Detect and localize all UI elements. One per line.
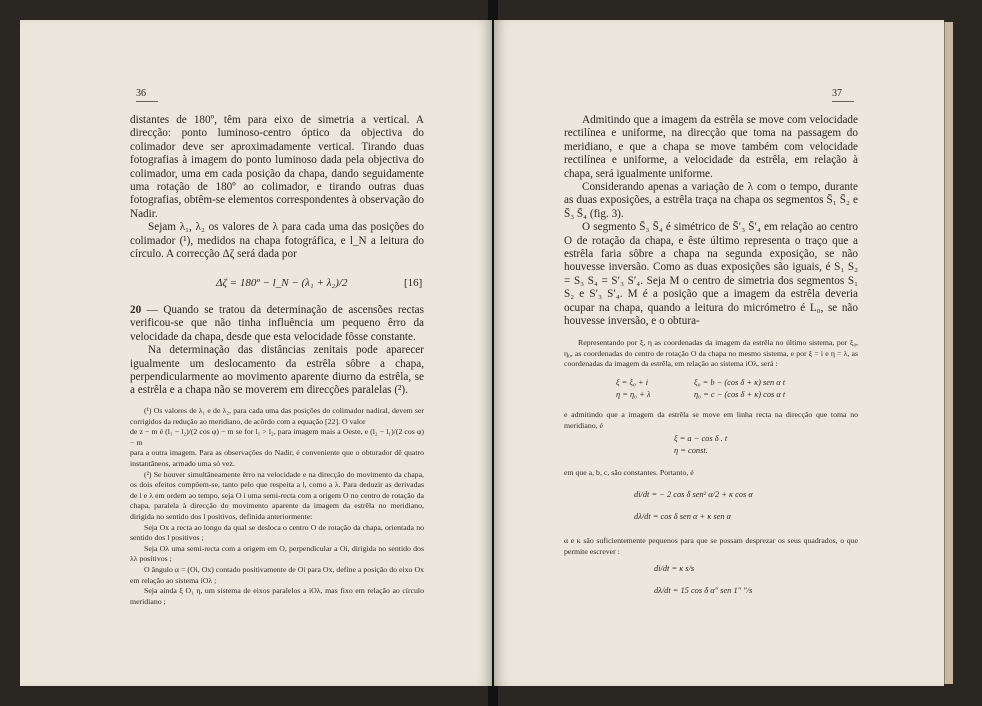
footnote-equation: di/dt = − 2 cos δ sen² α/2 + κ cos α xyxy=(634,490,753,499)
footnote-equation: di/dt = κ s/s xyxy=(654,564,695,573)
footnote-equation: dλ/dt = cos δ sen α + κ sen α xyxy=(634,512,731,521)
footnote: α e κ são suficientemente pequenos para que se possam desprezar os seus quadrados, o que permite escrever : xyxy=(564,536,858,556)
paragraph: — Quando se tratou da determinação de ascensões rectas verificou-se que não tinha influência um pequeno êrro da velocidade da chapa, desde que esta velocidade fôsse constante. xyxy=(130,304,424,343)
footnote: Seja ainda ξ O₁ η, um sistema de eixos paralelos a iOλ, mas fixo em relação ao círculo meridiano ; xyxy=(130,586,424,606)
footnote-equation: η = const. xyxy=(674,446,708,455)
footnote: O ângulo α = (Oi, Ox) contado positivamente de Oi para Ox, define a posição do eixo Ox em relação ao sistema iOλ ; xyxy=(130,564,424,585)
paragraph: Considerando apenas a variação de λ com o tempo, durante as duas exposições, a estrêla traça na chapa os segmentos S̄₁ S̄₂ e S̄₃ S̄₄ (fig. 3). xyxy=(564,181,858,220)
page-edge xyxy=(944,22,953,684)
main-text-2 xyxy=(130,304,424,398)
main-text xyxy=(130,114,424,261)
main-text xyxy=(564,114,858,329)
footnote-equation: de z − m é (l₁ − l₂)/(2 cos φ) − m se for l₁ > l₂, para imagem mais a Oeste, e (l₂ − l₁)/(2 cos φ) − m xyxy=(130,427,424,447)
paragraph: distantes de 180º, têm para eixo de simetria a vertical. A direcção: ponto luminoso-centro óptico da objectiva do colimador deve ser aproximadamente vertical. Tirando duas fotografias à imagem do ponto luminoso dada pela objectiva do colimador, uma em cada posição da chapa, dando seguidamente uma rotação de 180º ao colimador, e tirando outras duas fotografias, obtêm-se elementos correspondentes à observação do Nadir. xyxy=(130,114,424,220)
footnote: Seja Ox a recta ao longo da qual se desloca o centro O de rotação da chapa, orientada no sentido dos l positivos ; xyxy=(130,522,424,543)
footnote-equation: ξ₀ = b − (cos δ + κ) sen α t xyxy=(694,378,786,387)
right-page xyxy=(494,20,944,686)
footnote-equation: ξ = a − cos δ . t xyxy=(674,434,728,443)
footnote xyxy=(564,410,858,431)
footnote-equation: ξ = ξ₀ + i xyxy=(616,378,649,387)
footnote-equation: η₀ = c − (cos δ + κ) cos α t xyxy=(694,390,786,399)
footnote xyxy=(564,468,858,479)
equation-16: Δζ = 180º − l_N − (λ₁ + λ₂)/2 xyxy=(216,277,348,289)
section-number: 20 xyxy=(130,304,142,316)
footnote: Representando por ξ, η as coordenadas da imagem da estrêla no último sistema, por ξ₀, η₀, as coordenadas do centro de rotação O da chapa no mesmo sistema, e por ξ = i e η = λ, as coordenadas da imagem da estrêla, em relação ao sistema iOλ, será : xyxy=(564,338,858,369)
footnote xyxy=(564,338,858,370)
equation-number: [16] xyxy=(404,277,423,289)
footnote: (¹) Os valores de λ₁ e de λ₂, para cada uma das posições do colimador nadiral, devem ser corrigidos da redução ao meridiano, de acôrdo com a equação [22]. O valor xyxy=(130,406,424,426)
paragraph: Na determinação das distâncias zenitais pode aparecer igualmente um deslocamento da estrêla sôbre a chapa, perpendicularmente ao movimento aparente diurno da estrêla, se a estrêla e a chapa não se moverem em direcções paralelas (²). xyxy=(130,344,424,397)
footnote: e admitindo que a imagem da estrêla se move em linha recta na direcção que toma no meridiano, é xyxy=(564,410,858,430)
footnote: em que a, b, c, são constantes. Portanto, é xyxy=(564,468,694,477)
page-number: 36 xyxy=(136,88,158,102)
footnote: para a outra imagem. Para as observações do Nadir, é conveniente que o obturador dê quatro instantâneos, armado uma só vez. xyxy=(130,448,424,468)
footnote: Seja Oλ uma semi-recta com a origem em O, perpendicular a Oi, dirigida no sentido dos λλ positivos ; xyxy=(130,543,424,564)
paragraph: O segmento S̄₃ S̄₄ é simétrico de S̄′₃ S̄′₄ em relação ao centro O de rotação da chapa, e êste último representa o traço que a estrêla faria sôbre a chapa na segunda exposição, se não houvesse inversão. Como as duas exposições são iguais, é S₁ S₂ = S₃ S₄ = S′₃ S′₄. Seja M o centro de simetria dos segmentos S₁ S₂ e S′₃ S′₄. M é a posição que a imagem da estrêla deveria ocupar na chapa, quando a leitura do micrómetro é L₀, se não houvesse inversão, e o obtura- xyxy=(564,221,858,328)
footnote-equation: η = η₀ + λ xyxy=(616,390,651,399)
footnotes xyxy=(130,406,424,607)
page-number: 37 xyxy=(832,88,854,102)
left-page xyxy=(20,20,492,686)
footnote xyxy=(564,536,858,557)
footnote-equation: dλ/dt = 15 cos δ α″ sen 1″ ″/s xyxy=(654,586,753,595)
footnote: (²) Se houver simultâneamente êrro na velocidade e na direcção do movimento da chapa, os dois efeitos compõem-se, tanto pelo que respeita a l, como a λ. Para deduzir as derivadas de l e λ em ordem ao tempo, seja O i uma semi-recta com a origem O no centro de rotação da chapa, paralela à direcção do movimento aparente da imagem da estrêla no meridiano, dirigida no sentido dos l positivos, definida anteriormente: xyxy=(130,469,424,521)
paragraph: Sejam λ₁, λ₂ os valores de λ para cada uma das posições do colimador (¹), medidos na chapa fotográfica, e l_N a leitura do círculo. A correcção Δζ será dada por xyxy=(130,221,424,261)
paragraph: Admitindo que a imagem da estrêla se move com velocidade rectilínea e uniforme, na direcção que toma na passagem do meridiano, e que a chapa se move também com velocidade rectilínea e uniforme, a velocidade da estrêla, em relação à chapa, será igualmente uniforme. xyxy=(564,114,858,180)
